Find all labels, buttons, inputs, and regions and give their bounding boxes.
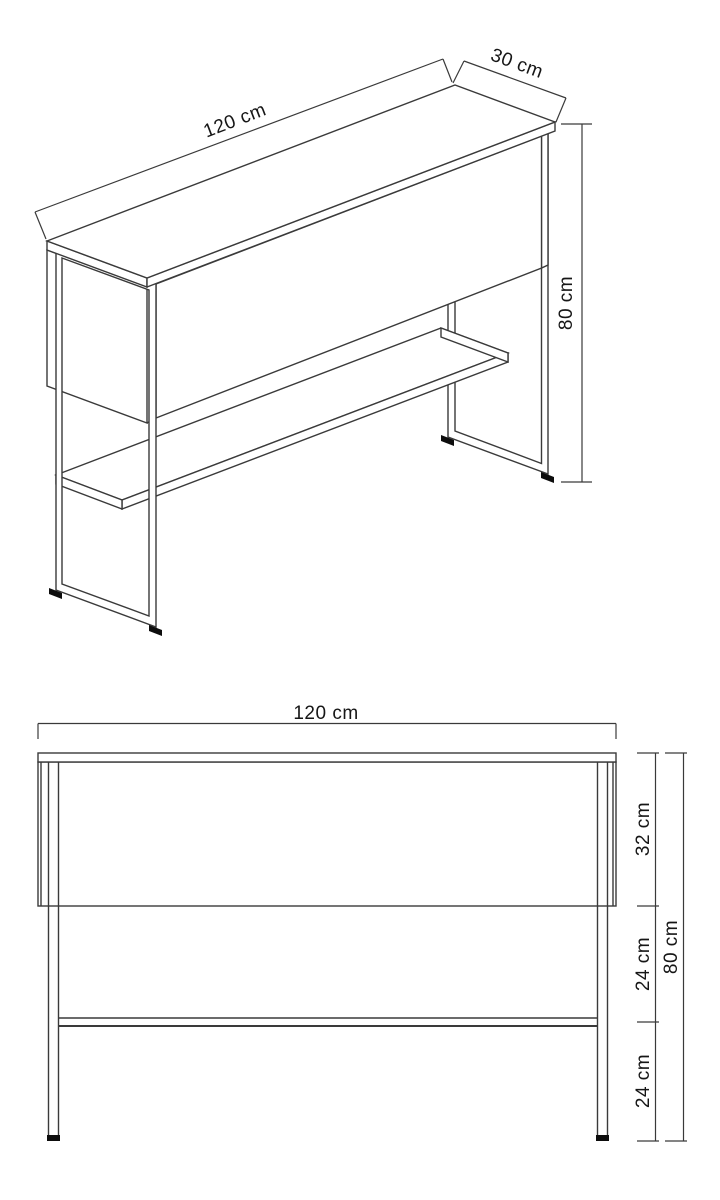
fv-front-panel [38,762,616,906]
iso-height-dim-label: 80 cm [556,275,577,331]
iso-length-dim-label: 120 cm [200,99,270,143]
right-side-panel-edge [542,131,548,268]
front-view [38,703,687,1141]
iso-depth-dim-label: 30 cm [487,44,546,83]
fv-foot-pad-left [47,1135,60,1141]
dimension-end-tick [453,61,464,83]
fv-height-dim-label: 80 cm [661,919,682,975]
fv-width-dimension [38,703,616,739]
dimension-end-tick [443,59,452,82]
fv-height-dimension [661,753,687,1141]
fv-middle-segment-label: 24 cm [633,936,654,992]
dimension-end-tick [35,212,46,239]
iso-view [35,45,592,636]
fv-segments-dimension [633,753,659,1141]
iso-height-dimension [556,124,592,482]
dimension-end-tick [556,98,566,122]
fv-top-board [38,753,616,762]
fv-upper-segment-label: 32 cm [633,801,654,857]
fv-foot-pad-right [596,1135,609,1141]
fv-width-dim-label: 120 cm [293,703,359,724]
fv-lower-segment-label: 24 cm [633,1053,654,1109]
